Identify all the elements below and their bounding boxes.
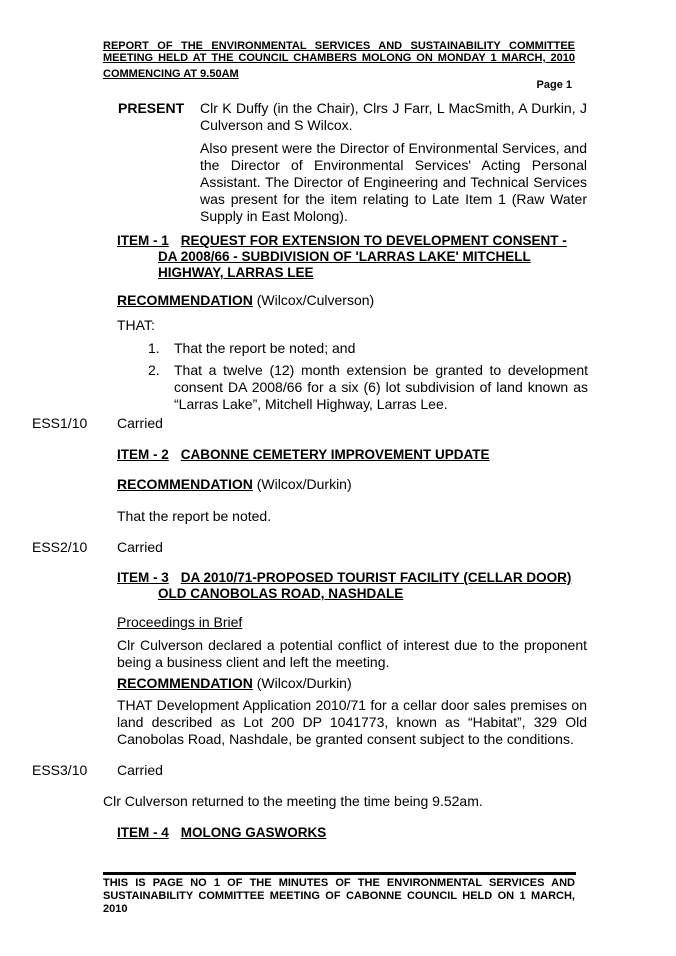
item-3-title-line-2: OLD CANOBOLAS ROAD, NASHDALE [158,586,404,601]
present-label: PRESENT [118,100,185,116]
item-3-heading [117,570,587,602]
point-text: That the report be noted; and [174,340,356,356]
item-1-heading [117,233,587,281]
item-1-recommendation [117,292,374,309]
header-line-3: COMMENCING AT 9.50AM [103,68,239,80]
header-line-2: MEETING HELD AT THE COUNCIL CHAMBERS MOLONG ON MONDAY 1 MARCH, 2010 [103,52,575,64]
item-3-resolution-number: ESS3/10 [32,762,88,778]
item-2-resolution-number: ESS2/10 [32,539,88,555]
item-1-point-2 [148,362,588,413]
recommendation-movers: (Wilcox/Culverson) [256,292,375,308]
page-footer: THIS IS PAGE NO 1 OF THE MINUTES OF THE ENVIRONMENTAL SERVICES AND SUSTAINABILITY COMMITTEE MEETING OF CABONNE COUNCIL HELD ON 1 MARCH, 2010 [103,877,575,915]
item-1-outcome: Carried [117,415,163,431]
item-4-title: MOLONG GASWORKS [180,825,327,840]
item-1-title-line-1: REQUEST FOR EXTENSION TO DEVELOPMENT CONSENT - [180,233,567,248]
item-2-recommendation [117,476,352,493]
item-3-outcome: Carried [117,762,163,778]
item-1-title-line-2: DA 2008/66 - SUBDIVISION OF 'LARRAS LAKE' MITCHELL [158,249,531,264]
also-present-text: Also present were the Director of Environmental Services, and the Director of Environmental Services' Acting Personal Assistant. The Director of Engineering and Technical Services was present for the item relating to Late Item 1 (Raw Water Supply in East Molong). [200,140,587,224]
item-1-prefix: ITEM - 1 [117,233,169,248]
point-number: 1. [148,340,160,356]
header-line-1: REPORT OF THE ENVIRONMENTAL SERVICES AND SUSTAINABILITY COMMITTEE [103,40,575,52]
item-4-prefix: ITEM - 4 [117,825,169,840]
present-text: Clr K Duffy (in the Chair), Clrs J Farr, L MacSmith, A Durkin, J Culverson and S Wilcox. [200,100,587,133]
recommendation-movers: (Wilcox/Durkin) [256,476,352,492]
item-2-title: CABONNE CEMETERY IMPROVEMENT UPDATE [180,447,490,462]
recommendation-label: RECOMMENDATION [117,675,253,691]
item-3-prefix: ITEM - 3 [117,570,169,585]
footer-divider [103,872,576,875]
item-1-resolution-number: ESS1/10 [32,415,88,431]
proceedings-in-brief-label: Proceedings in Brief [117,614,243,630]
recommendation-label: RECOMMENDATION [117,292,253,308]
item-1-point-1 [148,340,588,357]
item-2-outcome: Carried [117,539,163,555]
recommendation-label: RECOMMENDATION [117,476,253,492]
item-3-title-line-1: DA 2010/71-PROPOSED TOURIST FACILITY (CELLAR DOOR) [180,570,572,585]
item-2-heading [117,447,490,463]
item-4-heading [117,825,326,841]
item-2-prefix: ITEM - 2 [117,447,169,462]
item-1-title-line-3: HIGHWAY, LARRAS LEE [158,265,314,280]
item-1-that: THAT: [117,317,155,333]
recommendation-movers: (Wilcox/Durkin) [256,675,352,691]
point-text: That a twelve (12) month extension be granted to development consent DA 2008/66 for a six (6) lot subdivision of land known as “Larras Lake”, Mitchell Highway, Larras Lee. [174,362,588,412]
culverson-returned-text: Clr Culverson returned to the meeting the time being 9.52am. [103,793,483,809]
item-3-text: THAT Development Application 2010/71 for a cellar door sales premises on land described as Lot 200 DP 1041773, known as “Habitat”, 329 Old Canobolas Road, Nashdale, be granted consent subject to the conditions. [117,697,587,747]
proceedings-text: Clr Culverson declared a potential conflict of interest due to the proponent being a business client and left the meeting. [117,637,587,670]
page-number: Page 1 [536,79,572,91]
point-number: 2. [148,362,160,378]
report-header [103,40,575,82]
item-2-text: That the report be noted. [117,508,272,524]
item-3-recommendation [117,675,352,692]
